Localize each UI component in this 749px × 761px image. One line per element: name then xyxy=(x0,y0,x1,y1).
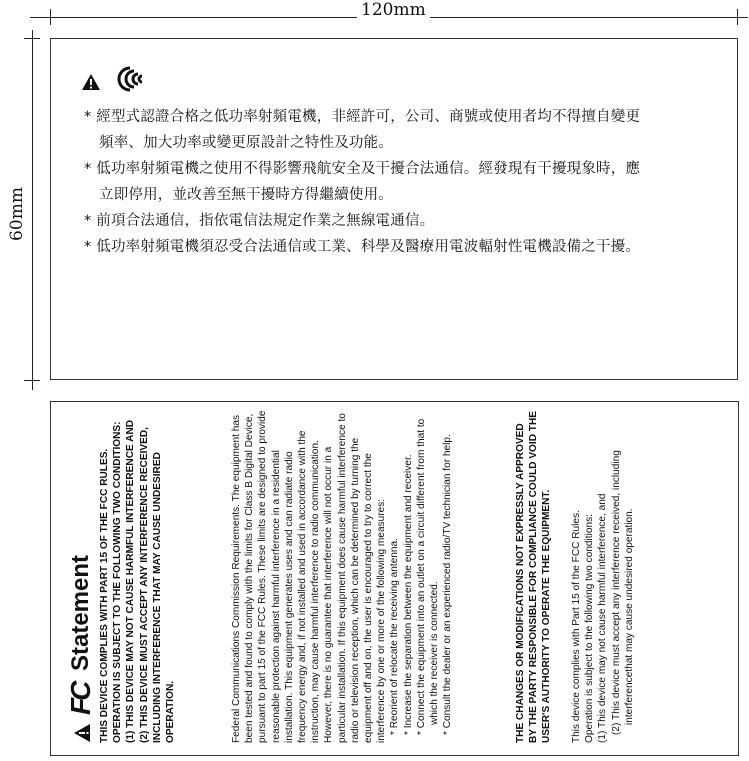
width-dimension-left-tick xyxy=(50,9,51,25)
fcc-closing-line: This device complies with Part 15 of the FCC Rules. xyxy=(571,510,582,743)
fcc-title: Statement xyxy=(67,554,94,671)
fcc-compliance-block xyxy=(98,409,177,743)
ncc-warning-label xyxy=(50,38,738,380)
fcc-closing-line: Operation is subject to the following two conditions: xyxy=(584,514,596,743)
fcc-bold-line: (1) THIS DEVICE MAY NOT CAUSE HARMFUL INTERFERENCE AND (2) THIS DEVICE MUST ACCEPT ANY INTERFERENCE RECEIVED, INCLUDING INTERFERENCE THAT MAY CAUSE UNDESIRED OPERATION. xyxy=(125,419,177,743)
fcc-changes-warning: THE CHANGES OR MODIFICATIONS NOT EXPRESSLY APPROVED BY THE PARTY RESPONSIBLE FOR COMPLIANCE COULD VOID THE USER'S AUTHORITY TO OPERATE THE EQUIPMENT. xyxy=(515,411,553,743)
fcc-measure: * Consult the dealer or an experienced radio/TV technician for help. xyxy=(442,434,454,735)
fcc-rotated-content xyxy=(62,405,635,747)
fcc-body-paragraph: Federal Communications Commission Requirements. The equipment has been tested and found to comply with the limits for Class B Digital Device, pursuant to part 15 of the FCC Rules. These limits are designed to provide reasonable protection against harmful interference in a residential installation. This equipment generates uses and can radiate radio frequency energy and, if not installed and used in accordance with the instruction, may cause harmful interference to radio communication. However, there is no guarantee that interference will not occur in a particular installation. If this equipment does cause harmful interference to radio or television reception, which can be determined by turning the equipment off and on, the user is encouraged to try to correct the interference by one or more of the following measures: xyxy=(231,410,388,743)
fcc-logo: FC xyxy=(65,683,96,715)
width-dimension-right-tick xyxy=(737,9,738,25)
fcc-measure: * Connect the equipment into an outlet on a circuit different from that to which the receiver is connected. xyxy=(415,418,441,735)
fcc-body-block xyxy=(230,407,454,743)
fcc-changes-warning-block xyxy=(514,409,554,743)
fcc-closing-block xyxy=(570,407,636,743)
fcc-bold-line: THIS DEVICE COMPLIES WITH PART 15 OF THE FCC RULES. xyxy=(99,448,110,743)
ncc-line-2: 頻率、加大功率或變更原設計之特性及功能。 xyxy=(99,135,393,151)
fcc-measure: * Increase the separation between the equipment and receiver. xyxy=(402,454,414,735)
warning-triangle-icon xyxy=(81,73,101,91)
warning-triangle-icon xyxy=(73,723,91,743)
fcc-closing-line: (2) This device must accept any interference received, including interferencethat may cause undesired operation. xyxy=(610,450,635,735)
ncc-logo-icon xyxy=(117,65,147,93)
height-dimension-bottom-tick xyxy=(24,380,40,381)
height-dimension-label: 60mm xyxy=(7,183,27,245)
fcc-measure: * Reorient of relocate the receiving antenna. xyxy=(389,538,401,735)
width-dimension-label: 120mm xyxy=(357,0,430,20)
height-dimension-line xyxy=(32,30,33,390)
height-dimension-top-tick xyxy=(24,38,40,39)
fcc-closing-line: (1) This device may not cause harmful interference, and xyxy=(597,493,609,743)
ncc-line-6: * 低功率射頻電機須忍受合法通信或工業、科學及醫療用電波輻射性電機設備之干擾。 xyxy=(84,239,641,255)
ncc-line-5: * 前項合法通信，指依電信法規定作業之無線電通信。 xyxy=(84,213,435,229)
ncc-line-4: 立即停用，並改善至無干擾時方得繼續使用。 xyxy=(99,187,393,203)
ncc-line-1: * 經型式認證合格之低功率射頻電機，非經許可，公司、商號或使用者均不得擅自變更 xyxy=(84,109,641,125)
ncc-line-3: * 低功率射頻電機之使用不得影響飛航安全及干擾合法通信。經發現有干擾現象時，應 xyxy=(84,161,641,177)
fcc-title-row xyxy=(65,413,98,743)
fcc-bold-line: OPERATION IS SUBJECT TO THE FOLLOWING TWO CONDITIONS: xyxy=(112,421,124,743)
